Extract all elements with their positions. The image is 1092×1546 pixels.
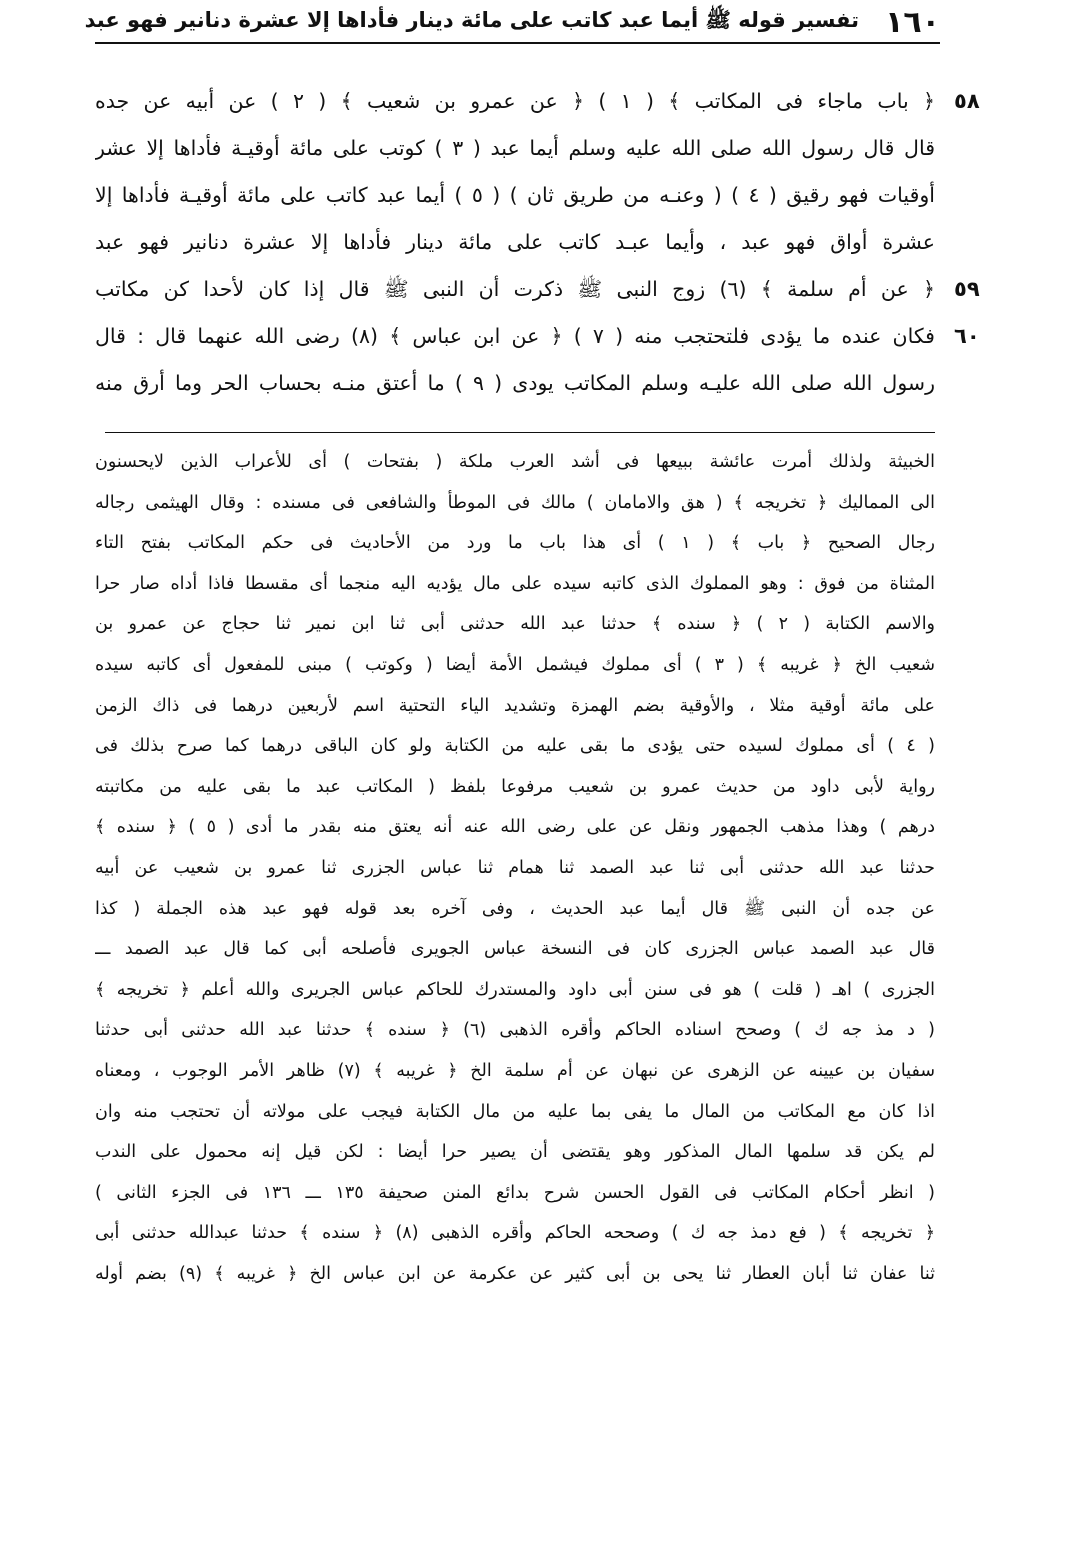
hadith-number: ٥٨	[954, 89, 980, 113]
running-title: تفسير قوله ﷺ أيما عبد كاتب على مائة دينار فأداها إلا عشرة دنانير فهو عبد	[84, 7, 860, 32]
page-number: ١٦٠	[885, 4, 940, 40]
hadith-number: ٥٩	[954, 277, 980, 301]
main-text	[95, 78, 935, 407]
main-text-line: رسول الله صلى الله عليـه وسلم المكاتب يودى ( ٩ ) ما أعتق منـه بحساب الحر وما أرق منه	[95, 371, 935, 395]
hadith-number: ٦٠	[954, 324, 980, 348]
footnote-line: رجال الصحيح ﴿ باب ﴾ ( ١ ) أى هذا باب ما ورد من الأحاديث فى حكم المكاتب بفتح التاء	[95, 533, 935, 554]
page-header	[84, 4, 940, 40]
footnote-separator	[105, 432, 935, 433]
footnote-line: الى المماليك ﴿ تخريجه ﴾ ( هق والامامان ) مالك فى الموطأ والشافعى فى مسنده : وقال الهيثمى رجاله	[95, 492, 935, 513]
main-text-line: أوقيات فهو رقيق ( ٤ ) ( وعنـه من طريق ثان ) ( ٥ ) أيما عبد كاتب على مائة أوقيـة فأداها إلا	[95, 183, 935, 207]
footnote-line: الخبيثة ولذلك أمرت عائشة ببيعها فى أشد العرب ملكة ( بفتحات ) أى للأعراب الذين لايحسنون	[95, 452, 935, 472]
footnote-line: ﴿ تخريجه ﴾ ( فع دمذ جه ك ) وصححه الحاكم وأقره الذهبى (٨) ﴿ سنده ﴾ حدثنا عبدالله حدثنى أبى	[95, 1223, 935, 1244]
footnote-line: الجزرى ) اهـ ( قلت ) هو فى سنن أبى داود والمستدرك للحاكم عباس الجريرى والله أعلم ﴿ تخريجه ﴾	[95, 979, 935, 1000]
footnote-line: على مائة أوقية مثلا ، والأوقية بضم الهمزة وتشديد الياء التحتية اسم لأربعين درهما فى ذاك الزمن	[95, 695, 935, 716]
footnote-line: ( ٤ ) أى مملوك لسيده حتى يؤدى ما بقى عليه من الكتابة ولو كان الباقى درهما كما صرح بذلك فى	[95, 736, 935, 757]
footnote-line: ( انظر أحكام المكاتب فى القول الحسن شرح بدائع المنن صحيفة ١٣٥ ـــ ١٣٦ فى الجزء الثانى )	[95, 1182, 935, 1203]
main-text-line: فكان عنده ما يؤدى فلتحتجب منه ( ٧ ) ﴿ عن ابن عباس ﴾ (٨) رضى الله عنهما قال : قال	[95, 324, 935, 348]
footnote-line: حدثنا عبد الله حدثنى أبى ثنا عبد الصمد ثنا همام ثنا عباس الجزرى ثنا عمرو بن شعيب عن أبيه	[95, 857, 935, 878]
header-divider	[95, 42, 940, 44]
footnote-line: ( د مذ جه ك ) وصحح اسناده الحاكم وأقره الذهبى (٦) ﴿ سنده ﴾ حدثنا عبد الله حدثنى أبى حدثنا	[95, 1020, 935, 1041]
main-text-line: قال قال رسول الله صلى الله عليه وسلم أيما عبد ( ٣ ) كوتب على مائة أوقيـة فأداها إلا عشر	[95, 136, 935, 160]
main-text-line: ﴿ عن أم سلمة ﴾ (٦) زوج النبى ﷺ ذكرت أن النبى ﷺ قال إذا كان لأحدا كن مكاتب	[95, 277, 935, 301]
footnote-line: المثناة من فوق : وهو المملوك الذى كاتبه سيده على مال يؤديه اليه منجما أى مقسطا فاذا أداه صار حرا	[95, 573, 935, 594]
footnotes	[95, 442, 935, 1294]
footnote-line: عن جده أن النبى ﷺ قال أيما عبد الحديث ، وفى آخره بعد قوله فهو عبد هذه الجملة ( كذا	[95, 898, 935, 919]
footnote-line: قال عبد الصمد عباس الجزرى كان فى النسخة عباس الجويرى فأصلحه أبى كما قال عبد الصمد ـــ	[95, 939, 935, 960]
footnote-line: والاسم الكتابة ( ٢ ) ﴿ سنده ﴾ حدثنا عبد الله حدثنى أبى ثنا ابن نمير ثنا حجاج عن عمرو بن	[95, 614, 935, 635]
footnote-line: رواية لأبى داود من حديث عمرو بن شعيب مرفوعا بلفظ ( المكاتب عبد ما بقى عليه من مكاتبته	[95, 776, 935, 797]
footnote-line: اذا كان مع المكاتب من المال ما يفى بما عليه من مال الكتابة فيجب على مولاته أن تحتجب منه وان	[95, 1101, 935, 1122]
footnote-line: شعيب الخ ﴿ غريبه ﴾ ( ٣ ) أى مملوك فيشمل الأمة أيضا ( وكوتب ) مبنى للمفعول أى كاتبه سيده	[95, 654, 935, 675]
main-text-line: عشرة أواق فهو عبد ، وأيما عبـد كاتب على مائة دينار فأداها إلا عشرة دنانير فهو عبد	[95, 230, 935, 254]
footnote-line: سفيان بن عيينه عن الزهرى عن نبهان عن أم سلمة الخ ﴿ غريبه ﴾ (٧) ظاهر الأمر الوجوب ، ومعناه	[95, 1060, 935, 1081]
main-text-line: ﴿ باب ماجاء فى المكاتب ﴾ ( ١ ) ﴿ عن عمرو بن شعيب ﴾ ( ٢ ) عن أبيه عن جده	[95, 89, 935, 113]
footnote-line: ثنا عفان ثنا أبان العطار ثنا يحى بن أبى كثير عن عكرمة عن ابن عباس الخ ﴿ غريبه ﴾ (٩) بضم أوله	[95, 1263, 935, 1284]
footnote-line: لم يكن قد سلمها المال المذكور وهو يقتضى أن يصير حرا أيضا : لكن قيل إنه محمول على الندب	[95, 1142, 935, 1163]
footnote-line: درهم ) وهذا مذهب الجمهور ونقل عن على رضى الله عنه أنه يعتق منه بقدر ما أدى ( ٥ ) ﴿ سنده ﴾	[95, 817, 935, 838]
